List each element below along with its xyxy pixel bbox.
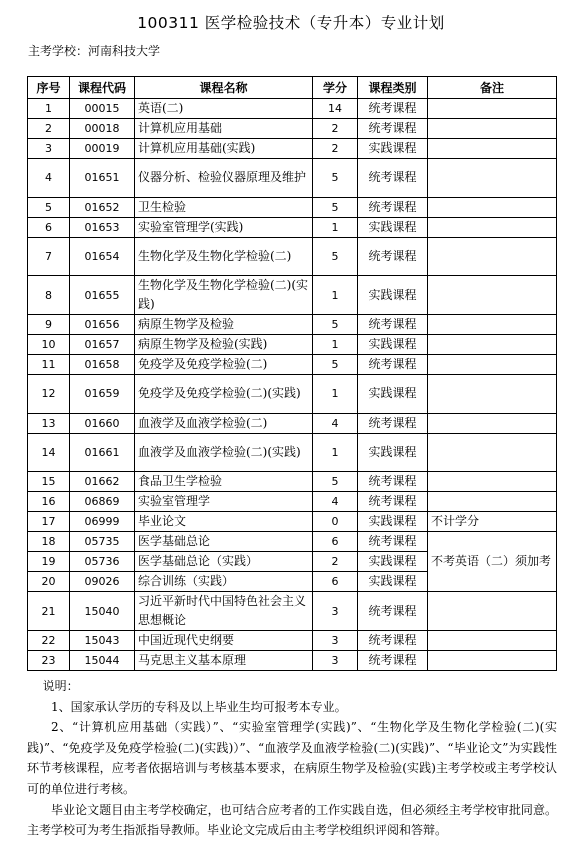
course-credit: 5 xyxy=(313,197,358,217)
course-name: 血液学及血液学检验(二)(实践) xyxy=(135,433,313,472)
course-name: 实验室管理学 xyxy=(135,492,313,512)
course-name: 计算机应用基础 xyxy=(135,119,313,139)
course-type: 统考课程 xyxy=(358,592,428,631)
course-name: 血液学及血液学检验(二) xyxy=(135,413,313,433)
course-credit: 6 xyxy=(313,532,358,552)
course-credit: 1 xyxy=(313,433,358,472)
course-credit: 5 xyxy=(313,159,358,198)
row-number: 1 xyxy=(28,99,70,119)
table-row xyxy=(28,276,557,315)
note-1: 1、国家承认学历的专科及以上毕业生均可报考本专业。 xyxy=(51,699,347,714)
row-number: 15 xyxy=(28,472,70,492)
table-row xyxy=(28,433,557,472)
host-school: 主考学校：河南科技大学 xyxy=(28,44,161,58)
table-header-row xyxy=(28,77,557,99)
course-type: 实践课程 xyxy=(358,375,428,414)
row-number: 14 xyxy=(28,433,70,472)
table-row xyxy=(28,631,557,651)
course-type: 统考课程 xyxy=(358,532,428,552)
course-code: 01659 xyxy=(70,375,135,414)
remark-cell xyxy=(428,197,557,217)
course-code: 01653 xyxy=(70,217,135,237)
course-credit: 2 xyxy=(313,139,358,159)
table-row xyxy=(28,217,557,237)
course-name: 计算机应用基础(实践) xyxy=(135,139,313,159)
row-number: 21 xyxy=(28,592,70,631)
row-number: 5 xyxy=(28,197,70,217)
course-credit: 1 xyxy=(313,276,358,315)
course-name: 病原生物学及检验 xyxy=(135,315,313,335)
notes-section xyxy=(27,676,557,841)
row-number: 2 xyxy=(28,119,70,139)
remark-cell xyxy=(428,335,557,355)
remark-cell xyxy=(428,472,557,492)
course-type: 统考课程 xyxy=(358,631,428,651)
course-type: 统考课程 xyxy=(358,355,428,375)
course-name: 习近平新时代中国特色社会主义思想概论 xyxy=(135,592,313,631)
course-code: 15044 xyxy=(70,651,135,671)
page-title: 100311 医学检验技术（专升本）专业计划 xyxy=(137,14,445,32)
course-type: 统考课程 xyxy=(358,492,428,512)
course-credit: 2 xyxy=(313,119,358,139)
course-type: 统考课程 xyxy=(358,159,428,198)
course-credit: 5 xyxy=(313,237,358,276)
table-row xyxy=(28,355,557,375)
course-type: 统考课程 xyxy=(358,651,428,671)
course-code: 06999 xyxy=(70,512,135,532)
course-name: 马克思主义基本原理 xyxy=(135,651,313,671)
course-credit: 0 xyxy=(313,512,358,532)
course-name: 仪器分析、检验仪器原理及维护 xyxy=(135,159,313,198)
course-credit: 6 xyxy=(313,572,358,592)
course-code: 00019 xyxy=(70,139,135,159)
row-number: 9 xyxy=(28,315,70,335)
row-number: 7 xyxy=(28,237,70,276)
notes-label: 说明： xyxy=(42,679,79,693)
course-name: 医学基础总论（实践） xyxy=(135,552,313,572)
table-row xyxy=(28,492,557,512)
course-name: 食品卫生学检验 xyxy=(135,472,313,492)
course-name: 免疫学及免疫学检验(二) xyxy=(135,355,313,375)
course-credit: 3 xyxy=(313,651,358,671)
course-code: 01652 xyxy=(70,197,135,217)
table-row xyxy=(28,119,557,139)
row-number: 23 xyxy=(28,651,70,671)
course-code: 01657 xyxy=(70,335,135,355)
course-credit: 1 xyxy=(313,375,358,414)
course-type: 统考课程 xyxy=(358,472,428,492)
course-type: 实践课程 xyxy=(358,139,428,159)
course-code: 06869 xyxy=(70,492,135,512)
course-name: 医学基础总论 xyxy=(135,532,313,552)
course-code: 15040 xyxy=(70,592,135,631)
course-credit: 3 xyxy=(313,592,358,631)
course-code: 01654 xyxy=(70,237,135,276)
remark-cell xyxy=(428,433,557,472)
course-credit: 14 xyxy=(313,99,358,119)
remark-cell xyxy=(428,375,557,414)
course-credit: 5 xyxy=(313,472,358,492)
course-plan-table xyxy=(27,76,557,671)
course-code: 01661 xyxy=(70,433,135,472)
course-credit: 1 xyxy=(313,335,358,355)
course-code: 05735 xyxy=(70,532,135,552)
course-code: 15043 xyxy=(70,631,135,651)
table-row xyxy=(28,315,557,335)
course-code: 01660 xyxy=(70,413,135,433)
course-name: 实验室管理学(实践) xyxy=(135,217,313,237)
course-name: 免疫学及免疫学检验(二)(实践) xyxy=(135,375,313,414)
remark-cell xyxy=(428,413,557,433)
course-type: 统考课程 xyxy=(358,119,428,139)
header-seq: 序号 xyxy=(28,77,70,99)
remark-cell xyxy=(428,651,557,671)
remark-cell xyxy=(428,217,557,237)
row-number: 3 xyxy=(28,139,70,159)
row-number: 18 xyxy=(28,532,70,552)
note-2: 2、“计算机应用基础（实践）”、“实验室管理学(实践)”、“生物化学及生物化学检验(二)(实践)”、“免疫学及免疫学检验(二)(实践)）”、“血液学及血液学检验(二)(实践)”、“毕业论文”为实践性环节考核课程，应考者依据培训与考核基本要求，在病原生物学及检验(实践)主考学校或主考学校认可的单位进行考核。 xyxy=(27,720,557,796)
course-credit: 5 xyxy=(313,355,358,375)
course-type: 实践课程 xyxy=(358,572,428,592)
row-number: 19 xyxy=(28,552,70,572)
course-name: 中国近现代史纲要 xyxy=(135,631,313,651)
table-row xyxy=(28,472,557,492)
row-number: 8 xyxy=(28,276,70,315)
row-number: 6 xyxy=(28,217,70,237)
course-credit: 4 xyxy=(313,492,358,512)
remark-cell xyxy=(428,99,557,119)
header-course-name: 课程名称 xyxy=(135,77,313,99)
row-number: 22 xyxy=(28,631,70,651)
course-code: 09026 xyxy=(70,572,135,592)
course-type: 实践课程 xyxy=(358,512,428,532)
header-course-type: 课程类别 xyxy=(358,77,428,99)
table-row xyxy=(28,335,557,355)
table-row xyxy=(28,592,557,631)
course-credit: 3 xyxy=(313,631,358,651)
remark-cell xyxy=(428,237,557,276)
course-name: 英语(二) xyxy=(135,99,313,119)
course-name: 毕业论文 xyxy=(135,512,313,532)
header-credit: 学分 xyxy=(313,77,358,99)
row-number: 13 xyxy=(28,413,70,433)
row-number: 4 xyxy=(28,159,70,198)
course-credit: 5 xyxy=(313,315,358,335)
course-type: 统考课程 xyxy=(358,315,428,335)
course-name: 生物化学及生物化学检验(二) xyxy=(135,237,313,276)
course-name: 综合训练（实践） xyxy=(135,572,313,592)
table-row xyxy=(28,375,557,414)
table-row xyxy=(28,651,557,671)
table-row xyxy=(28,99,557,119)
remark-extra-exam: 不考英语（二）须加考 xyxy=(428,532,557,592)
course-name: 病原生物学及检验(实践) xyxy=(135,335,313,355)
row-number: 10 xyxy=(28,335,70,355)
course-credit: 4 xyxy=(313,413,358,433)
course-type: 实践课程 xyxy=(358,433,428,472)
table-row xyxy=(28,532,557,552)
course-type: 统考课程 xyxy=(358,237,428,276)
remark-cell xyxy=(428,119,557,139)
course-code: 01655 xyxy=(70,276,135,315)
remark-cell xyxy=(428,139,557,159)
header-code: 课程代码 xyxy=(70,77,135,99)
remark-cell xyxy=(428,592,557,631)
course-type: 实践课程 xyxy=(358,217,428,237)
remark-cell xyxy=(428,276,557,315)
remark-cell xyxy=(428,159,557,198)
table-row xyxy=(28,197,557,217)
row-number: 17 xyxy=(28,512,70,532)
course-code: 05736 xyxy=(70,552,135,572)
course-code: 00015 xyxy=(70,99,135,119)
course-type: 统考课程 xyxy=(358,197,428,217)
course-code: 01658 xyxy=(70,355,135,375)
row-number: 20 xyxy=(28,572,70,592)
course-code: 00018 xyxy=(70,119,135,139)
course-credit: 2 xyxy=(313,552,358,572)
table-row xyxy=(28,159,557,198)
course-name: 卫生检验 xyxy=(135,197,313,217)
table-row xyxy=(28,139,557,159)
course-type: 实践课程 xyxy=(358,335,428,355)
note-thesis: 毕业论文题目由主考学校确定，也可结合应考者的工作实践自选，但必须经主考学校审批同意。主考学校可为考生指派指导教师。毕业论文完成后由主考学校组织评阅和答辩。 xyxy=(27,802,557,838)
row-number: 12 xyxy=(28,375,70,414)
remark-cell xyxy=(428,631,557,651)
remark-cell xyxy=(428,492,557,512)
course-code: 01662 xyxy=(70,472,135,492)
course-credit: 1 xyxy=(313,217,358,237)
table-row xyxy=(28,237,557,276)
course-name: 生物化学及生物化学检验(二)(实践) xyxy=(135,276,313,315)
course-code: 01656 xyxy=(70,315,135,335)
row-number: 11 xyxy=(28,355,70,375)
course-type: 统考课程 xyxy=(358,99,428,119)
table-body xyxy=(28,99,557,671)
remark-cell xyxy=(428,355,557,375)
remark-cell xyxy=(428,315,557,335)
remark-no-credit: 不计学分 xyxy=(428,512,557,532)
course-type: 实践课程 xyxy=(358,552,428,572)
course-type: 实践课程 xyxy=(358,276,428,315)
row-number: 16 xyxy=(28,492,70,512)
course-type: 统考课程 xyxy=(358,413,428,433)
header-remark: 备注 xyxy=(428,77,557,99)
table-row xyxy=(28,413,557,433)
table-row xyxy=(28,512,557,532)
course-code: 01651 xyxy=(70,159,135,198)
